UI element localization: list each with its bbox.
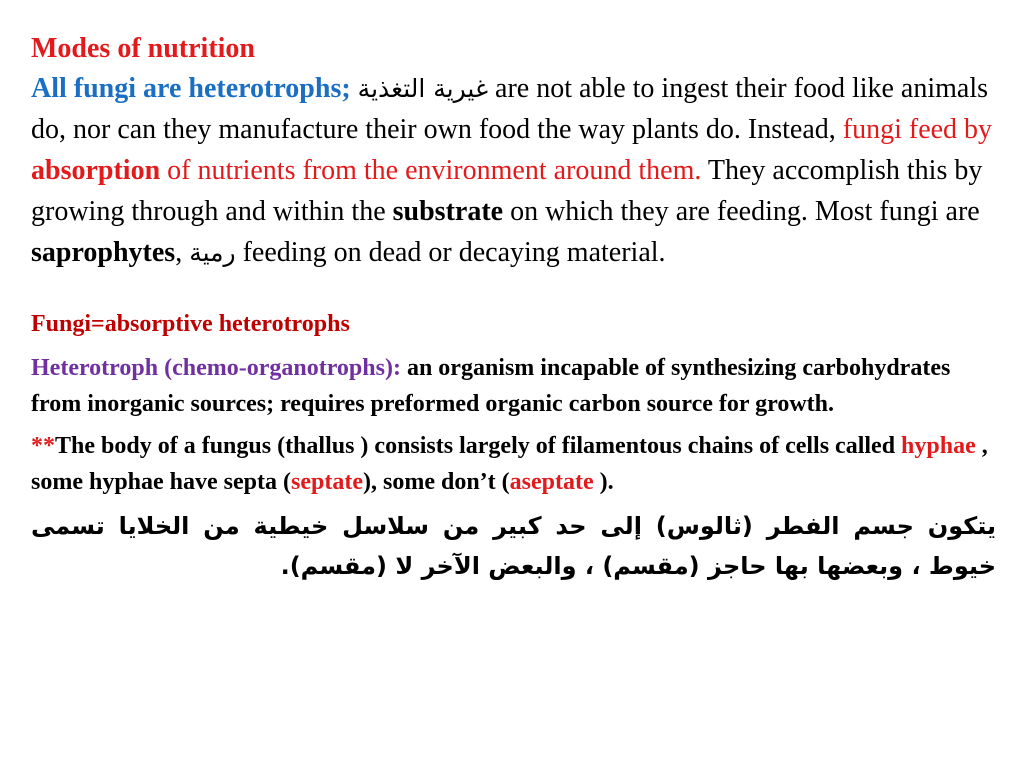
hyphae-term: hyphae [901, 433, 976, 459]
heterotrophs-statement: All fungi are heterotrophs; [31, 73, 351, 104]
text-segment: are not able to ingest their food like animals do, nor can they manufacture their own food the way plants do. Instead, [31, 73, 989, 145]
text-segment: , [175, 237, 190, 268]
heterotroph-definition [31, 350, 996, 422]
fungi-definition-line: Fungi=absorptive heterotrophs [31, 311, 350, 337]
text-segment: , some hyphae have septa ( [31, 433, 988, 495]
arabic-term-saprophytes: رمية [189, 238, 236, 267]
septate-term: septate [291, 469, 363, 495]
text-segment: ). [593, 469, 614, 495]
slide-content [31, 30, 996, 610]
arabic-term-heterotrophy: غيرية التغذية [357, 74, 489, 103]
spacer [31, 273, 996, 306]
aseptate-term: aseptate [509, 469, 594, 495]
text-segment: They accomplish this by growing through and within the [31, 155, 983, 227]
text-segment: ), some don’t ( [363, 469, 510, 495]
text-segment: The body of a fungus (thallus ) consists largely of filamentous chains of cells called [55, 433, 902, 459]
heterotroph-term: Heterotroph (chemo-organotrophs): [31, 355, 401, 381]
absorption-term: absorption [31, 155, 161, 186]
slide-title: Modes of nutrition [31, 33, 255, 64]
nutrition-paragraph [31, 68, 996, 273]
substrate-term: substrate [392, 196, 504, 227]
saprophytes-term: saprophytes [31, 237, 176, 268]
stars-marker: ** [31, 433, 55, 459]
text-segment: feeding on dead or decaying material. [235, 237, 666, 268]
absorption-phrase-end: of nutrients from the environment around them. [160, 155, 702, 186]
arabic-translation-paragraph: يتكون جسم الفطر (ثالوس) إلى حد كبير من سلاسل خيطية من الخلايا تسمى خيوط ، وبعضها بها حاجز (مقسم) ، والبعض الآخر لا (مقسم). [31, 512, 996, 580]
heterotroph-def-text: an organism incapable of synthesizing carbohydrates from inorganic sources; requires preformed organic carbon source for growth. [31, 355, 951, 417]
thallus-paragraph [31, 428, 996, 500]
text-segment: on which they are feeding. Most fungi are [503, 196, 980, 227]
absorption-phrase-start: fungi feed by [842, 114, 993, 145]
